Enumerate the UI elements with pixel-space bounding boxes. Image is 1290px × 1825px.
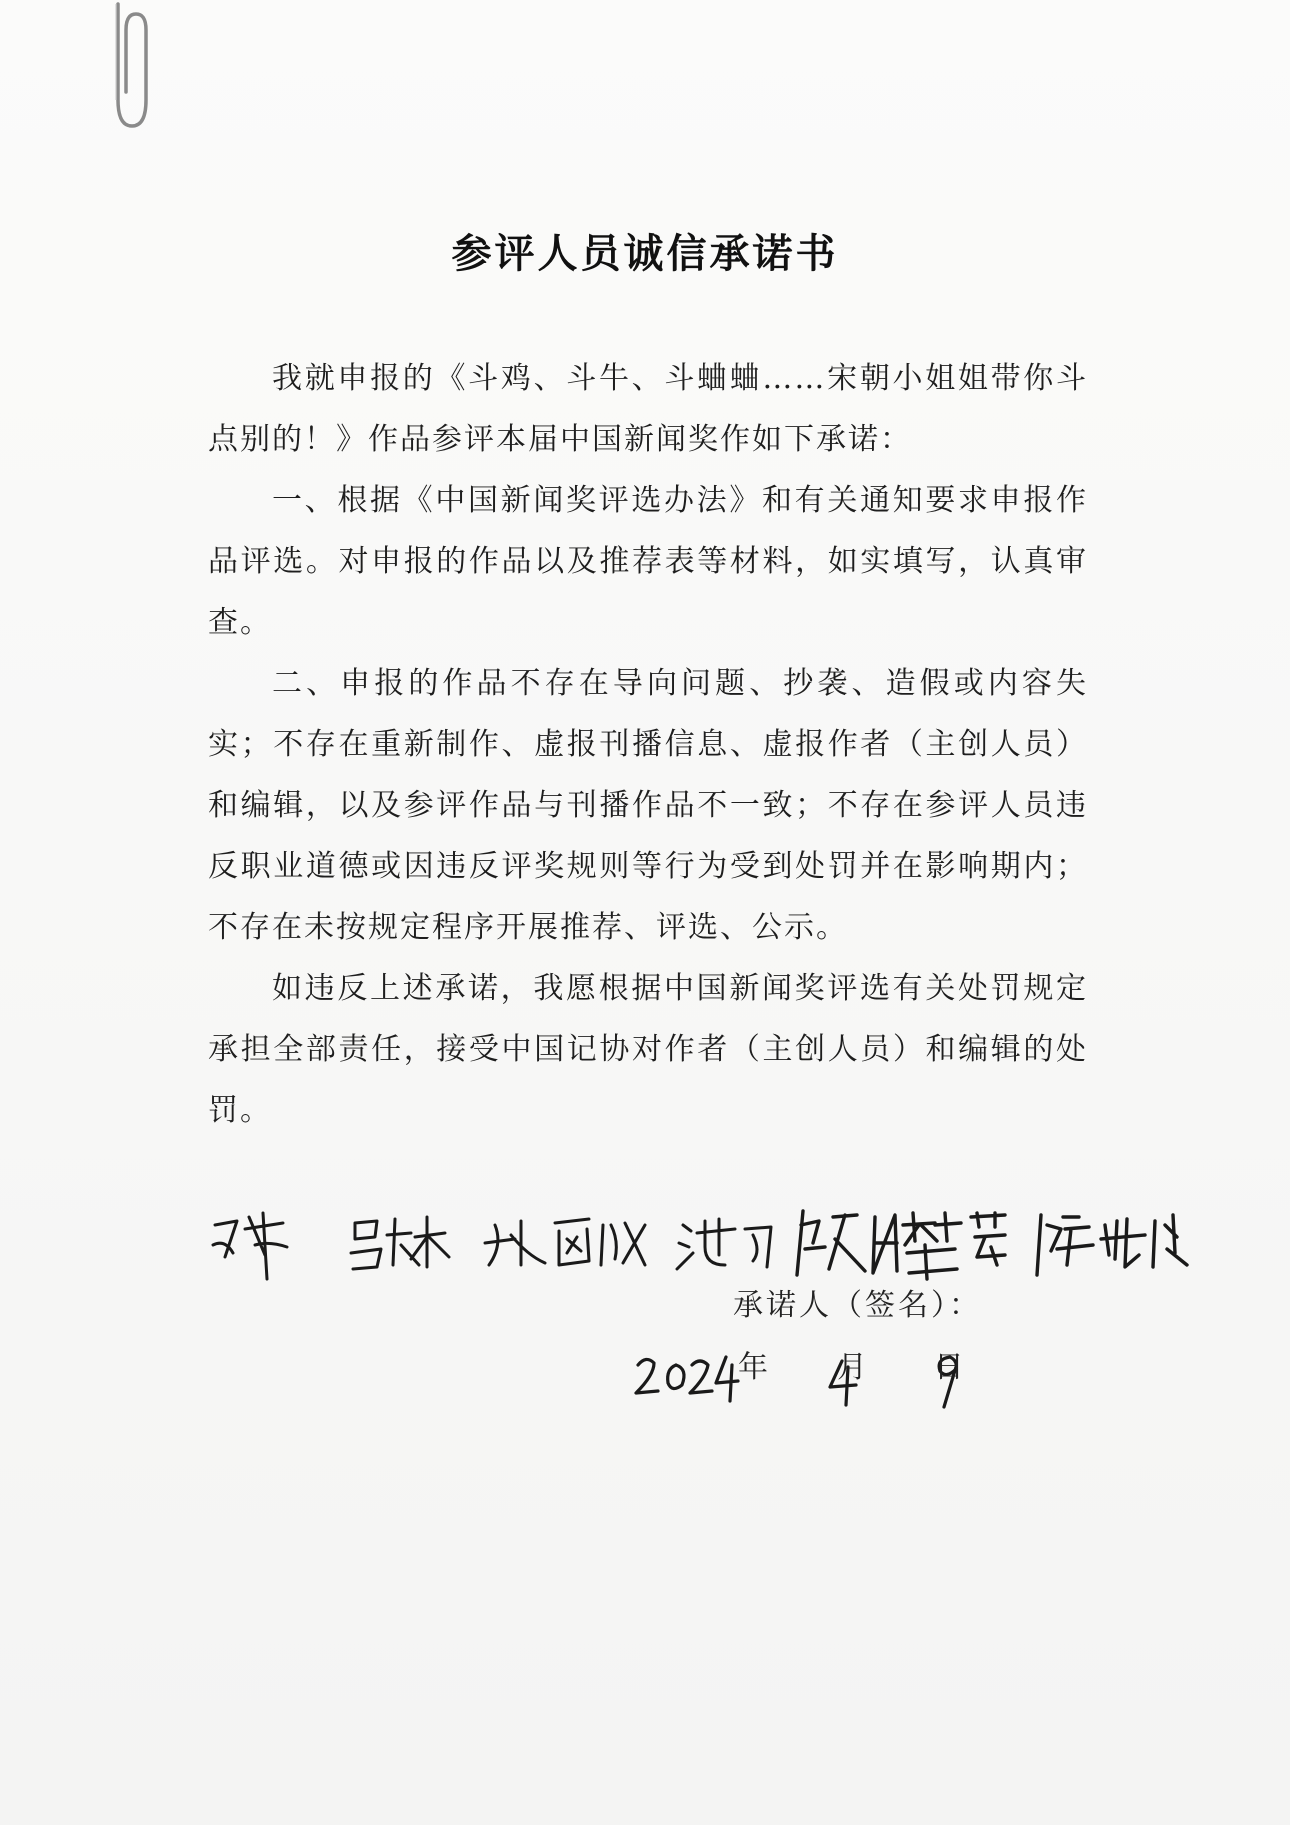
paragraph-intro: 我就申报的《斗鸡、斗牛、斗蛐蛐……宋朝小姐姐带你斗点别的！》作品参评本届中国新闻奖作如下承诺：: [208, 361, 1088, 457]
date-year-char: 年: [738, 1350, 768, 1385]
signature-3: [485, 1219, 645, 1265]
signature-6: [1037, 1215, 1187, 1275]
date-day-char: 日: [934, 1350, 964, 1385]
signature-5: [797, 1211, 1005, 1279]
signature-4: [677, 1219, 771, 1269]
paragraph-clause-two: 二、申报的作品不存在导向问题、抄袭、造假或内容失实；不存在重新制作、虚报刊播信息、虚报作者（主创人员）和编辑，以及参评作品与刊播作品不一致；不存在参评人员违反职业道德或因违反评奖规则等行为受到处罚并在影响期内；不存在未按规定程序开展推荐、评选、公示。: [208, 666, 1088, 945]
paragraph-clause-one: 一、根据《中国新闻奖评选办法》和有关通知要求申报作品评选。对申报的作品以及推荐表等材料，如实填写，认真审查。: [208, 483, 1088, 640]
date-month-char: 月: [837, 1350, 867, 1385]
signature-1: [213, 1213, 287, 1279]
paragraph-closing: 如违反上述承诺，我愿根据中国新闻奖评选有关处罚规定承担全部责任，接受中国记协对作者（主创人员）和编辑的处罚。: [208, 971, 1088, 1128]
paperclip-icon: [96, 0, 156, 140]
signer-label: 承诺人（签名）：: [733, 1288, 982, 1323]
date-year-digits: [636, 1357, 738, 1401]
signature-2: [351, 1217, 449, 1269]
handwritten-signatures: [205, 1195, 1195, 1285]
document-title: 参评人员诚信承诺书: [451, 231, 839, 277]
